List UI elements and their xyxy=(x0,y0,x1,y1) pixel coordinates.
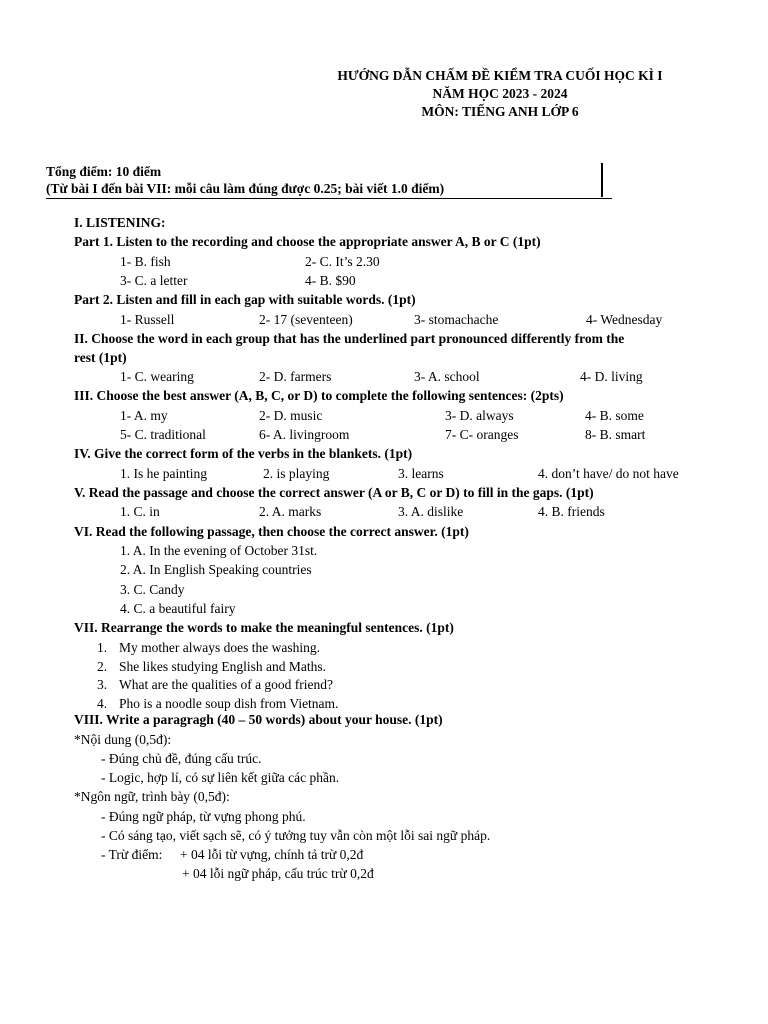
answer: 3- C. a letter xyxy=(120,273,188,288)
answer: 4- Wednesday xyxy=(586,312,663,327)
answer: 2. is playing xyxy=(263,466,330,481)
answer: 4- B. some xyxy=(585,408,644,423)
list-item: What are the qualities of a good friend? xyxy=(119,677,334,692)
criteria-item: - Đúng ngữ pháp, từ vựng phong phú. xyxy=(101,809,306,824)
answer: 3- stomachache xyxy=(414,312,499,327)
deduction-label: - Trừ điểm: xyxy=(101,847,163,862)
answer: 1- A. my xyxy=(120,408,168,423)
section-3-title: III. Choose the best answer (A, B, C, or D) to complete the following sentences: (2pts) xyxy=(74,388,564,403)
answer: 3- D. always xyxy=(445,408,514,423)
list-number: 3. xyxy=(97,677,108,692)
answer: 2. A. marks xyxy=(259,504,322,519)
score-box-rule xyxy=(46,198,612,199)
answer: 2- C. It’s 2.30 xyxy=(305,254,380,269)
list-item: My mother always does the washing. xyxy=(119,640,320,655)
section-4-title: IV. Give the correct form of the verbs in the blankets. (1pt) xyxy=(74,446,413,461)
answer: 8- B. smart xyxy=(585,427,646,442)
doc-title: HƯỚNG DẪN CHẤM ĐỀ KIỂM TRA CUỐI HỌC KÌ I xyxy=(337,68,663,83)
subject: MÔN: TIẾNG ANH LỚP 6 xyxy=(421,104,579,119)
criteria-heading: *Nội dung (0,5đ): xyxy=(74,732,172,747)
answer: 1- Russell xyxy=(120,312,175,327)
answer: 4- D. living xyxy=(580,369,643,384)
answer: 4. don’t have/ do not have xyxy=(538,466,679,481)
section-6-title: VI. Read the following passage, then choose the correct answer. (1pt) xyxy=(74,524,469,539)
answer: 2- 17 (seventeen) xyxy=(259,312,353,327)
criteria-item: - Đúng chủ đề, đúng cấu trúc. xyxy=(101,751,262,766)
list-item: Pho is a noodle soup dish from Vietnam. xyxy=(119,696,339,711)
answer: 3- A. school xyxy=(414,369,480,384)
answer: 1. Is he painting xyxy=(120,466,207,481)
deduction-item: + 04 lỗi ngữ pháp, cấu trúc trừ 0,2đ xyxy=(182,866,374,881)
section-5-title: V. Read the passage and choose the correct answer (A or B, C or D) to fill in the gaps. (1pt) xyxy=(74,485,594,500)
answer: 3. learns xyxy=(398,466,444,481)
answer: 7- C- oranges xyxy=(445,427,519,442)
score-note: (Từ bài I đến bài VII: mỗi câu làm đúng được 0.25; bài viết 1.0 điểm) xyxy=(46,181,445,196)
answer: 1. C. in xyxy=(120,504,160,519)
section-8-title: VIII. Write a paragragh (40 – 50 words) about your house. (1pt) xyxy=(74,712,443,727)
list-number: 1. xyxy=(97,640,108,655)
section-2-title-cont: rest (1pt) xyxy=(74,350,127,365)
part-2-title: Part 2. Listen and fill in each gap with suitable words. (1pt) xyxy=(74,292,416,307)
answer: 3. C. Candy xyxy=(120,582,185,597)
part-1-title: Part 1. Listen to the recording and choose the appropriate answer A, B or C (1pt) xyxy=(74,234,541,249)
section-2-title: II. Choose the word in each group that has the underlined part pronounced differently from the xyxy=(74,331,625,346)
answer: 1- B. fish xyxy=(120,254,171,269)
list-number: 4. xyxy=(97,696,108,711)
answer: 5- C. traditional xyxy=(120,427,206,442)
deduction-item: + 04 lỗi từ vựng, chính tả trừ 0,2đ xyxy=(180,847,364,862)
answer: 2- D. farmers xyxy=(259,369,332,384)
answer: 4. B. friends xyxy=(538,504,605,519)
answer: 1- C. wearing xyxy=(120,369,194,384)
total-score: Tổng điểm: 10 điểm xyxy=(46,164,162,179)
answer: 4- B. $90 xyxy=(305,273,356,288)
school-year: NĂM HỌC 2023 - 2024 xyxy=(432,86,568,101)
answer: 2. A. In English Speaking countries xyxy=(120,562,312,577)
section-7-title: VII. Rearrange the words to make the meaningful sentences. (1pt) xyxy=(74,620,454,635)
answer: 2- D. music xyxy=(259,408,323,423)
score-box-border xyxy=(601,163,603,197)
answer: 4. C. a beautiful fairy xyxy=(120,601,236,616)
answer: 1. A. In the evening of October 31st. xyxy=(120,543,318,558)
criteria-heading: *Ngôn ngữ, trình bày (0,5đ): xyxy=(74,789,230,804)
section-1-title: I. LISTENING: xyxy=(74,215,166,230)
answer: 6- A. livingroom xyxy=(259,427,350,442)
criteria-item: - Logic, hợp lí, có sự liên kết giữa các phần. xyxy=(101,770,340,785)
list-item: She likes studying English and Maths. xyxy=(119,659,326,674)
answer: 3. A. dislike xyxy=(398,504,464,519)
list-number: 2. xyxy=(97,659,108,674)
criteria-item: - Có sáng tạo, viết sạch sẽ, có ý tưởng tuy vẫn còn một lỗi sai ngữ pháp. xyxy=(101,828,491,843)
